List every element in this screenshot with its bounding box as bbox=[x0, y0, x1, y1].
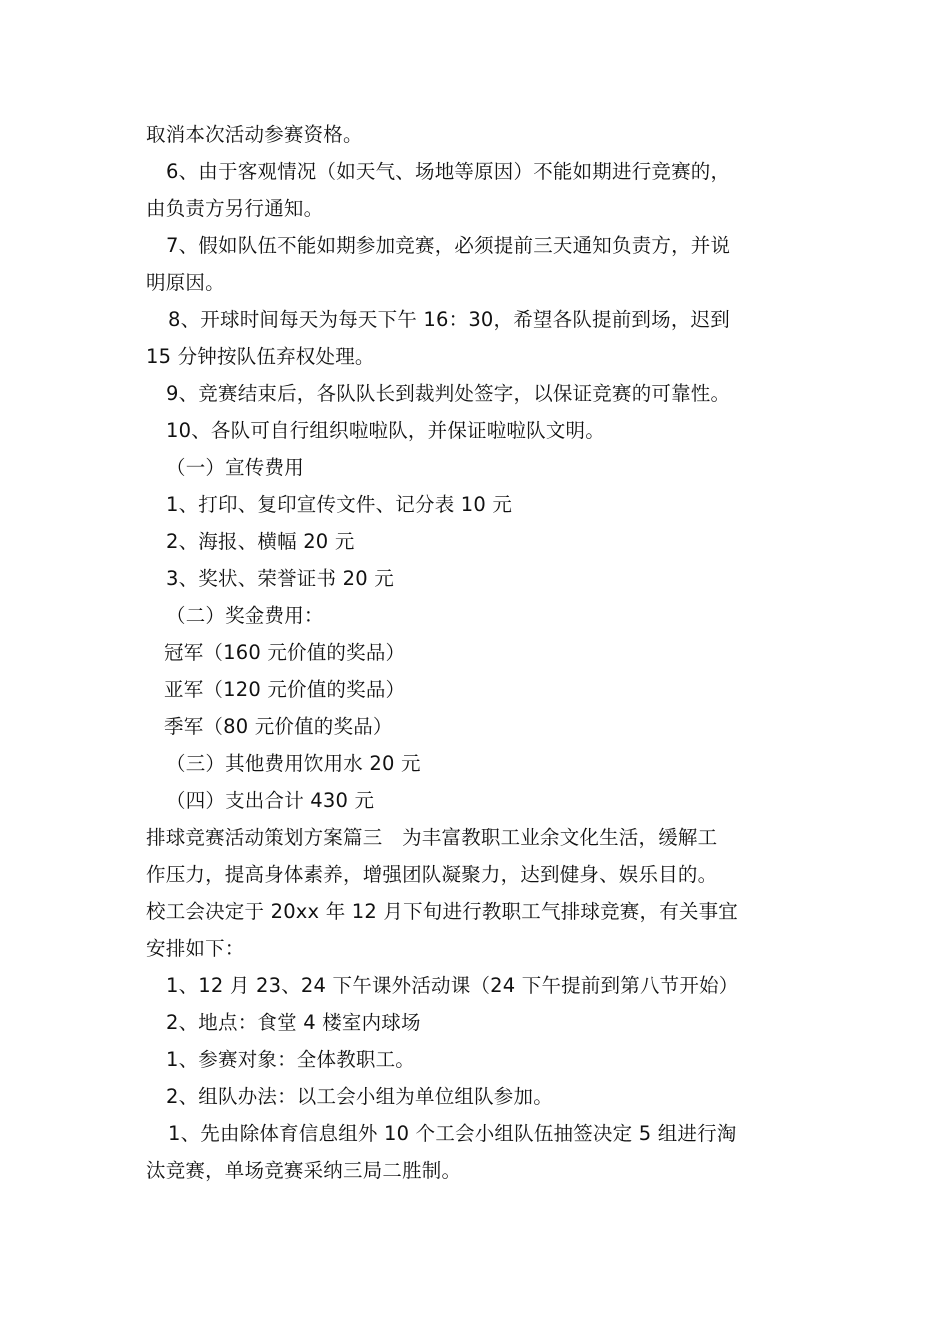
section-heading: （三）其他费用饮用水 20 元 bbox=[166, 752, 421, 775]
section-heading: （一）宣传费用 bbox=[166, 456, 304, 479]
text-line: 冠军（160 元价值的奖品） bbox=[164, 641, 406, 664]
text-line: 7、假如队伍不能如期参加竞赛，必须提前三天通知负责方，并说 bbox=[166, 234, 731, 257]
text-line: 8、开球时间每天为每天下午 16：30，希望各队提前到场，迟到 bbox=[168, 308, 730, 331]
section-heading: （二）奖金费用： bbox=[166, 604, 324, 627]
text-line: 10、各队可自行组织啦啦队，并保证啦啦队文明。 bbox=[166, 419, 605, 442]
text-line: 15 分钟按队伍弃权处理。 bbox=[146, 345, 375, 368]
text-line: 1、先由除体育信息组外 10 个工会小组队伍抽签决定 5 组进行淘 bbox=[168, 1122, 737, 1145]
text-line: 取消本次活动参赛资格。 bbox=[146, 123, 363, 146]
text-line: 2、组队办法：以工会小组为单位组队参加。 bbox=[166, 1085, 553, 1108]
text-line: 1、参赛对象：全体教职工。 bbox=[166, 1048, 416, 1071]
text-line: 6、由于客观情况（如天气、场地等原因）不能如期进行竞赛的， bbox=[166, 160, 731, 183]
text-line: 9、竞赛结束后，各队队长到裁判处签字，以保证竞赛的可靠性。 bbox=[166, 382, 731, 405]
text-line: 排球竞赛活动策划方案篇三 为丰富教职工业余文化生活，缓解工 bbox=[146, 826, 718, 849]
text-line: 明原因。 bbox=[146, 271, 225, 294]
document-page bbox=[146, 116, 810, 1189]
text-line: 校工会决定于 20xx 年 12 月下旬进行教职工气排球竞赛，有关事宜 bbox=[146, 900, 739, 923]
text-line: 1、打印、复印宣传文件、记分表 10 元 bbox=[166, 493, 513, 516]
section-heading: （四）支出合计 430 元 bbox=[166, 789, 375, 812]
text-line: 2、地点：食堂 4 楼室内球场 bbox=[166, 1011, 421, 1034]
text-line: 亚军（120 元价值的奖品） bbox=[164, 678, 406, 701]
text-line: 季军（80 元价值的奖品） bbox=[164, 715, 393, 738]
text-line: 汰竞赛，单场竞赛采纳三局二胜制。 bbox=[146, 1159, 462, 1182]
text-line: 2、海报、横幅 20 元 bbox=[166, 530, 355, 553]
text-line: 由负责方另行通知。 bbox=[146, 197, 324, 220]
text-line: 作压力，提高身体素养，增强团队凝聚力，达到健身、娱乐目的。 bbox=[146, 863, 718, 886]
text-line: 安排如下： bbox=[146, 937, 245, 960]
text-line: 1、12 月 23、24 下午课外活动课（24 下午提前到第八节开始） bbox=[166, 974, 739, 997]
text-line: 3、奖状、荣誉证书 20 元 bbox=[166, 567, 394, 590]
